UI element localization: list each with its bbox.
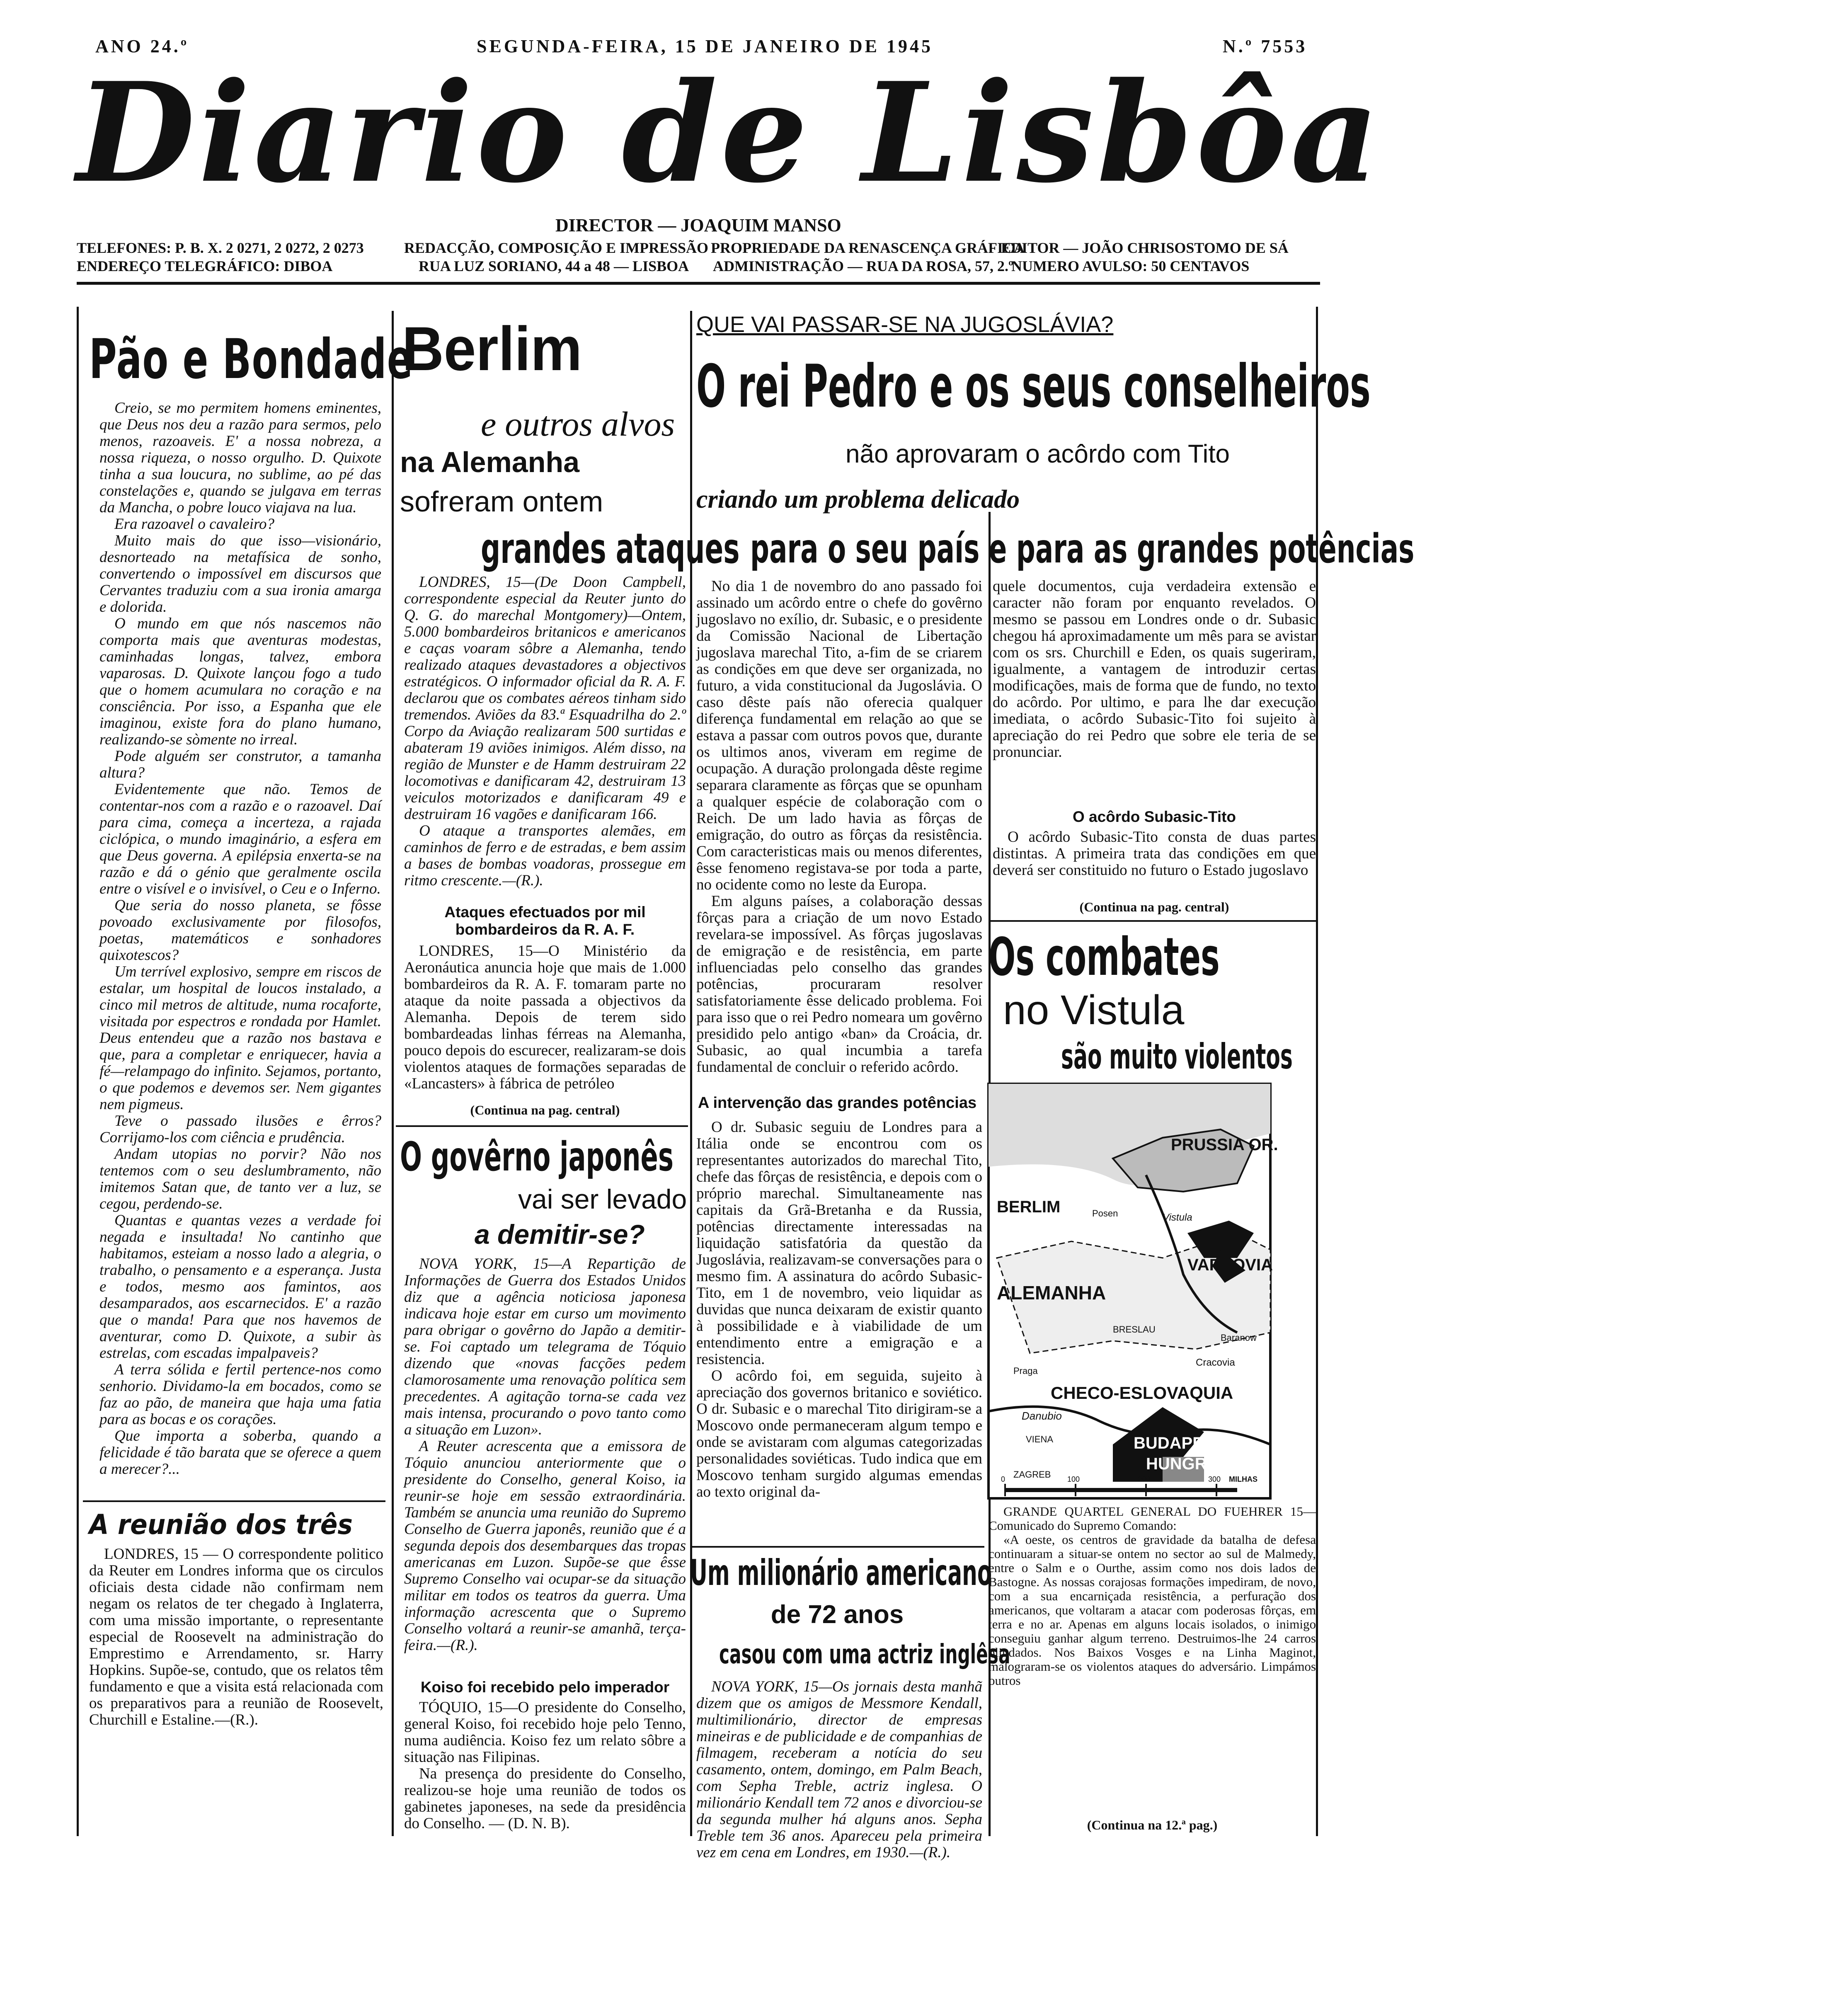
japao-article (404, 1256, 686, 1674)
berlim-article-2 (404, 943, 686, 1102)
pao-paragraph: Que importa a soberba, quando a felicidade é tão barata que se oferece a quem a merecer?... (99, 1427, 381, 1478)
map-label: Danubio (1022, 1410, 1062, 1422)
frame-left (77, 307, 79, 1836)
rei-pedro-h4-box (750, 526, 1415, 572)
telegraph: ENDEREÇO TELEGRÁFICO: DIBOA (77, 258, 333, 274)
milionario-article (696, 1678, 982, 1861)
jugoslavia-subhead: A intervenção das grandes potências (698, 1094, 977, 1112)
map-label: HUNGRIA (1146, 1455, 1224, 1473)
map-label: BUDAPESTE (1134, 1434, 1236, 1452)
pao-paragraph: Um terrível explosivo, sempre em riscos de estalar, um hospital de loucos instalado, a cinco mil metros de altitude, numa rocaforte, visitada por espectros e rondada por Hamlet. Deus entendeu que a razão nos bastava e que, para a completar e enriquecer, havia a fé—relampago do infinito. Sejamos, portanto, o que podemos e devemos ser. Nem gigantes nem pigmeus. (99, 963, 381, 1113)
pao-paragraph: Pode alguém ser construtor, a tamanha altura? (99, 748, 381, 781)
reuniao-article (89, 1546, 383, 1836)
subasic-article (993, 578, 1316, 810)
map-label: PRUSSIA OR. (1171, 1136, 1278, 1154)
pao-paragraph: Andam utopias no porvir? Não nos tentemos com o seu deslumbramento, não imitemos Satan que, de tanto ver a luz, se cegou, perdendo-se. (99, 1146, 381, 1212)
combates-text: «A oeste, os centros de gravidade da batalha de defesa continuaram a situar-se ontem no sector ao sul de Malmedy, entre o Salm e o Ourthe, assim como nos dois lados de Bastogne. As nossas corajosas formações impediram, de novo, com a sua encarniçada resistência, a perfuração dos americanos, que voltaram a atacar com poderosas fôrças, em terra e no ar. Apenas em alguns locais isolados, o inimigo conseguiu ganhar algum terreno. Destruimos-lhe 24 carros blindados. Nos Baixos Vosges e na Linha Maginot, malograram-se os violentos ataques do adversário. Limpámos outros (989, 1532, 1316, 1688)
map-label: VIENA (1026, 1434, 1054, 1444)
japao-text: NOVA YORK, 15—A Repartição de Informações de Guerra dos Estados Unidos diz que a agência noticiosa japonesa indicava hoje estar em curso um movimento para obrigar o govêrno do Japão a demitir-se. Foi captado um telegrama de Tóquio dizendo que «novas facções pedem clamorosamente uma renovação política sem precedentes. A agitação torna-se cada vez mais intensa, procurando o povo tanto como a situação em Luzon». (404, 1255, 686, 1438)
subasic-text: O acôrdo Subasic-Tito consta de duas partes distintas. A primeira trata das condições em que deverá ser constituido no futuro o Estado jugoslavo (993, 829, 1316, 879)
map-scale-label: 300 (1208, 1475, 1221, 1483)
jugoslavia-text: No dia 1 de novembro do ano passado foi assinado um acôrdo entre o chefe do govêrno jugoslavo no exílio, dr. Subasic, e o presidente da Comissão Nacional de Libertação jugoslava marechal Tito, a-fim de se criarem as condições em que deve ser organizada, no futuro, a vida constitucional da Jugoslávia. O caso dêste país não oferecia qualquer diferença fundamental em relação ao que se estava a passar com outros povos que, durante os ultimos anos, viveram em regime de ocupação. A duração prolongada dêste regime separara claramente as fôrças que se opunham a qualquer espécie de colaboração com o Reich. De um lado havia as fôrças de emigração, do outro as fôrças da resistência. Com caracteristicas mais ou menos diferentes, êsse fenomeno registava-se por toda a parte, no ocidente como no leste da Europa. (696, 578, 982, 893)
pao-paragraph: Teve o passado ilusões e êrros? Corrijamo-los com ciência e prudência. (99, 1112, 381, 1146)
japao-g1-box (400, 1134, 686, 1180)
reuniao-title-box (89, 1509, 383, 1542)
map-label: VARSOVIA (1187, 1256, 1273, 1274)
pao-article (99, 400, 381, 1490)
rei-pedro-h3: criando um problema delicado (696, 485, 1020, 514)
map-label: Cracovia (1196, 1357, 1235, 1368)
jugoslavia-text: O acôrdo foi, em seguida, sujeito à apreciação dos governos britanico e soviético. O dr. Subasic e o marechal Tito dirigiram-se a Moscovo onde permaneceram algum tempo e onde se avistaram com algumas categorizadas personalidades soviéticas. Tudo indica que em Moscovo tenham surgido algumas emendas ao texto original da- (696, 1367, 982, 1500)
newspaper-title: Diario de Lisbôa (76, 52, 1383, 213)
edition-date: SEGUNDA-FEIRA, 15 DE JANEIRO DE 1945 (477, 36, 933, 56)
pao-paragraph: Muito mais do que isso—visionário, desnorteado na metafísica de sonho, convertendo o impossível em discursos que Cervantes traduziu com a sua ironia amarga e dolorida. (99, 532, 381, 615)
pao-title: Pão e Bondade (89, 327, 413, 391)
map-scale-label: MILHAS (1229, 1475, 1257, 1483)
japao-g3: a demitir-se? (475, 1219, 645, 1250)
col2-divider (396, 1125, 688, 1127)
pao-paragraph: Evidentemente que não. Temos de contentar-nos com a razão e o razoavel. Daí para cima, começa a incerteza, a rajada ciclópica, o mundo imaginário, a esfera em que Deus governa. A epilépsia enxerta-se na razão e dá o génio que geralmente oscila entre o visível e o invisível, o Ceu e o Inferno. (99, 781, 381, 897)
berlim-h5-box (481, 524, 740, 573)
price: NUMERO AVULSO: 50 CENTAVOS (1011, 258, 1250, 274)
jugoslavia-text: Em alguns países, a colaboração dessas fôrças para a criação de um novo Estado revelara-se impossível. As fôrças jugoslavas de emigração e de resistência, em parte influenciadas pelo conselho das grandes potências, procuraram resolver satisfatoriamente êsse delicado problema. Foi para isso que o rei Pedro nomeara um govêrno presidido pelo antigo «ban» da Croácia, dr. Subasic, ao qual incumbia a tarefa fundamental de concluir o referido acôrdo. (696, 893, 982, 1076)
koiso-text: TÓQUIO, 15—O presidente do Conselho, general Koiso, foi recebido hoje pelo Tenno, numa audiência. Koiso fez um relato sôbre a situação nas Filipinas. (404, 1699, 686, 1766)
property: PROPRIEDADE DA RENASCENÇA GRÁFICA (711, 240, 1025, 256)
pao-title-box (89, 327, 413, 391)
berlim-subhead: Ataques efectuados por mil bombardeiros da R. A. F. (444, 904, 646, 938)
map-label: Praga (1013, 1366, 1038, 1376)
milionario-m2: de 72 anos (770, 1600, 904, 1629)
combates-c1-box (989, 926, 1316, 987)
berlim-text: O ataque a transportes alemães, em caminhos de ferro e de estradas, e bem assim a bases de bombas voadoras, prossegue em ritmo crescente.—(R.). (404, 822, 686, 889)
eastern-front-map (989, 1084, 1278, 1498)
map-label: Posen (1092, 1208, 1118, 1219)
map-label: Baranow (1221, 1333, 1257, 1343)
col1-divider (83, 1500, 385, 1502)
rei-pedro-h4: para o seu país e para as grandes potências (750, 526, 1415, 572)
map-label: BERLIM (997, 1198, 1061, 1216)
japao-text: A Reuter acrescenta que a emissora de Tóquio anunciou anteriormente que o presidente do Conselho, general Koiso, ia reunir-se hoje em sessão extraordinária. Também se anuncia uma reunião do Supremo Conselho de Guerra japonês, reunião que é a segunda depois dos desembarques das tropas americanas em Luzon. Supõe-se que êsse Supremo Conselho vai ocupar-se da situação militar em todos os teatros da guerra. Uma informação acrescenta que o Supremo Conselho voltará a reunir-se amanhã, terça-feira.—(R.). (404, 1438, 686, 1654)
map-label: ZAGREB (1013, 1469, 1051, 1480)
col4-divider (991, 920, 1318, 922)
milionario-m1-box (690, 1552, 992, 1594)
combates-article (989, 1505, 1316, 1820)
redaccao: REDACÇÃO, COMPOSIÇÃO E IMPRESSÃO (404, 240, 709, 256)
combates-c2: no Vistula (1003, 987, 1185, 1033)
map-scale-label: 100 (1067, 1475, 1080, 1483)
koiso-text: Na presença do presidente do Conselho, realizou-se hoje uma reunião de todos os gabinetes japoneses, na sede da presidência do Conselho. — (D. N. B). (404, 1765, 686, 1832)
map-label: ALEMANHA (997, 1282, 1106, 1304)
combates-c3: são muito violentos (1061, 1036, 1293, 1077)
subasic-continues: (Continua na pag. central) (1079, 899, 1229, 914)
berlim-h1: Berlim (402, 314, 582, 383)
berlim-continues: (Continua na pag. central) (470, 1102, 620, 1117)
edition-number: N.º 7553 (1223, 36, 1308, 56)
column-rule-1 (392, 311, 394, 1836)
milionario-text: NOVA YORK, 15—Os jornais desta manhã dizem que os amigos de Messmore Kendall, multimilionário, director de empresas mineiras e de publicidade e de companhias de filmagem, receberam a notícia do seu casamento, ontem, domingo, em Palm Beach, com Sepha Treble, actriz inglesa. O milionário Kendall tem 72 anos e divorciou-se da segunda mulher há alguns anos. Sepha Treble tem 36 anos. Apareceu pela primeira vez em cena em Londres, em 1930.—(R.). (696, 1678, 982, 1861)
jugoslavia-text: O dr. Subasic seguiu de Londres para a Itália onde se encontrou com os representantes autorizados do marechal Tito, chefe das fôrças de resistência, e depois com o próprio marechal. Simultaneamente nas capitais da Grã-Bretanha e da Russia, potências directamente interessadas na liquidação satisfatória da questão da Jugoslávia, realizavam-se conversações para o mesmo fim. A assinatura do acôrdo Subasic-Tito, em 1 de novembro, veio liquidar as duvidas que nunca deixaram de existir quanto à possibilidade e à viabilidade de um entendimento entre a emigração e a resistencia. (696, 1119, 982, 1368)
combates-continues: (Continua na 12.ª pag.) (1087, 1817, 1218, 1832)
pao-paragraph: Que seria do nosso planeta, se fôsse povoado exclusivamente por filosofos, poetas, matemáticos e sonhadores quixotescos? (99, 897, 381, 964)
top-rule (77, 282, 1320, 285)
jugoslavia-kicker: QUE VAI PASSAR-SE NA JUGOSLÁVIA? (696, 312, 1114, 337)
berlim-text: LONDRES, 15—O Ministério da Aeronáutica anuncia hoje que mais de 1.000 bombardeiros da R. A. F. tomaram parte no ataque da noite passada a objectivos da Alemanha. Depois de terem sido bombardeadas linhas férreas na Alemanha, pouco depois do escurecer, realizaram-se dois violentos ataques de formações separadas de «Lancasters» à fábrica de petróleo (404, 943, 686, 1092)
combates-text: GRANDE QUARTEL GENERAL DO FUEHRER 15—Comunicado do Supremo Comando: (989, 1504, 1316, 1533)
pao-paragraph: Era razoavel o cavaleiro? (114, 516, 275, 533)
map-scale-label: 0 (1001, 1475, 1006, 1483)
combates-c3-box (1061, 1036, 1316, 1076)
pao-paragraph: Quantas e quantas vezes a verdade foi negada e insultada! No cantinho que habitamos, esteiam a nosso lado a alegria, o trabalho, o pensamento e a esperança. Justa e todos, mesmo aos famintos, aos desamparados, aos escarnecidos. E' a razão que o manda! Para que nos havemos de aventurar, como D. Quixote, a subir às estrelas, com escadas impalpaveis? (99, 1212, 381, 1362)
map-label: Vistula (1163, 1212, 1192, 1223)
jugoslavia-article (696, 578, 982, 1090)
phones: TELEFONES: P. B. X. 2 0271, 2 0272, 2 0273 (77, 240, 364, 256)
pao-paragraph: Creio, se mo permitem homens eminentes, que Deus nos deu a razão para sermos, pelo menos, razoaveis. E' a nossa nobreza, a nossa riqueza, o nosso orgulho. D. Quixote tinha a sua loucura, no sublime, ao pé das constelações e, quando se julgava em terras da Mancha, o pobre louco viajava na lua. (99, 400, 381, 516)
pao-paragraph: O mundo em que nós nascemos não comporta mais que aventuras modestas, caminhadas longas, talvez, embora vaparosas. D. Quixote lançou fogo a tudo que o homem acumulara no coração e na consciência. Por isso, a Espanha que ele imaginou, existe fora do plano humano, realizando-se sòmente no irreal. (99, 615, 381, 748)
koiso-article (404, 1699, 686, 1836)
rei-pedro-h1: O rei Pedro e os seus conselheiros (696, 352, 1371, 421)
col3-divider (692, 1546, 984, 1548)
milionario-m3-box (719, 1639, 1010, 1672)
map-label: CHECO-ESLOVAQUIA (1051, 1383, 1233, 1403)
administration: ADMINISTRAÇÃO — RUA DA ROSA, 57, 2.º (713, 258, 1013, 274)
combates-c1: Os combates (989, 926, 1220, 987)
japao-g2: vai ser levado (518, 1184, 687, 1214)
berlim-h1-box (402, 313, 688, 383)
pao-paragraph: A terra sólida e fertil pertence-nos como senhorio. Dividamo-la em bocados, como se faz ao pão, de maneira que haja uma fatia para as bocas e os corações. (99, 1361, 381, 1428)
rei-pedro-h2: não aprovaram o acôrdo com Tito (846, 440, 1230, 468)
milionario-m3: casou com uma actriz inglêsa (719, 1639, 1010, 1670)
director-line: DIRECTOR — JOAQUIM MANSO (555, 215, 841, 235)
berlim-h5: grandes ataques (481, 524, 740, 573)
map-scale-label: 200 (1138, 1475, 1151, 1483)
berlim-text: LONDRES, 15—(De Doon Campbell, correspondente especial da Reuter junto do Q. G. do marechal Montgomery)—Ontem, 5.000 bombardeiros britanicos e americanos e caças voaram sôbre a Alemanha, tendo realizado ataques devastadores a objectivos estratégicos. O informador oficial da R. A. F. declarou que os combates aéreos tinham sido tremendos. Aviões da 83.ª Esquadrilha do 2.º Corpo da Aviação realizaram 500 surtidas e abateram 19 aviões inimigos. Além disso, na região de Munster e de Hamm destruiram 22 locomotivas e danificaram 42, destruiram 13 veiculos motorizados e danificaram 49 e destruiram 16 vagões e danificaram 166. (404, 574, 686, 823)
address: RUA LUZ SORIANO, 44 a 48 — LISBOA (419, 258, 689, 274)
japao-g1: O govêrno japonês (400, 1134, 674, 1180)
editor: EDITOR — JOÃO CHRISOSTOMO DE SÁ (1001, 240, 1289, 256)
berlim-article (404, 574, 686, 901)
jugoslavia-article-2 (696, 1119, 982, 1544)
rei-pedro-h1-box (696, 352, 1371, 421)
subasic-text: quele documentos, cuja verdadeira extensão e caracter não foram por enquanto revelados. O mesmo se passou em Londres onde o dr. Subasic chegou há aproximadamente um mês para se avistar com os srs. Churchill e Eden, os quais sugeriram, igualmente, a vantagem de introduzir certas modificações, mais de forma que de fundo, no texto do acôrdo. Por ultimo, e para lhe dar execução imediata, o acôrdo Subasic-Tito foi sujeito à apreciação do rei Pedro que sobre ele teria de se pronunciar. (993, 578, 1316, 761)
reuniao-title: A reunião dos três (89, 1509, 353, 1541)
edition-year: ANO 24.º (95, 36, 189, 56)
berlim-h4: sofreram ontem (400, 485, 603, 518)
subasic-article-2 (993, 829, 1316, 895)
subasic-subhead: O acôrdo Subasic-Tito (1072, 808, 1236, 825)
reuniao-text: LONDRES, 15 — O correspondente politico da Reuter em Londres informa que os circulos oficiais desta cidade não confirmam nem negam os relatos de ter chegado à Inglaterra, com uma missão importante, o representante especial de Roosevelt na administração do Emprestimo e Arrendamento, sr. Harry Hopkins. Supõe-se, contudo, que os relatos têm fundamento e que a visita está relacionada com os preparativos para a reunião de Roosevelt, Churchill e Estaline.—(R.). (89, 1546, 383, 1728)
berlim-h3: na Alemanha (400, 446, 580, 478)
berlim-h2: e outros alvos (481, 405, 675, 443)
koiso-subhead: Koiso foi recebido pelo imperador (420, 1679, 670, 1696)
map-label: BRESLAU (1113, 1324, 1156, 1335)
milionario-m1: Um milionário americano (690, 1552, 992, 1594)
